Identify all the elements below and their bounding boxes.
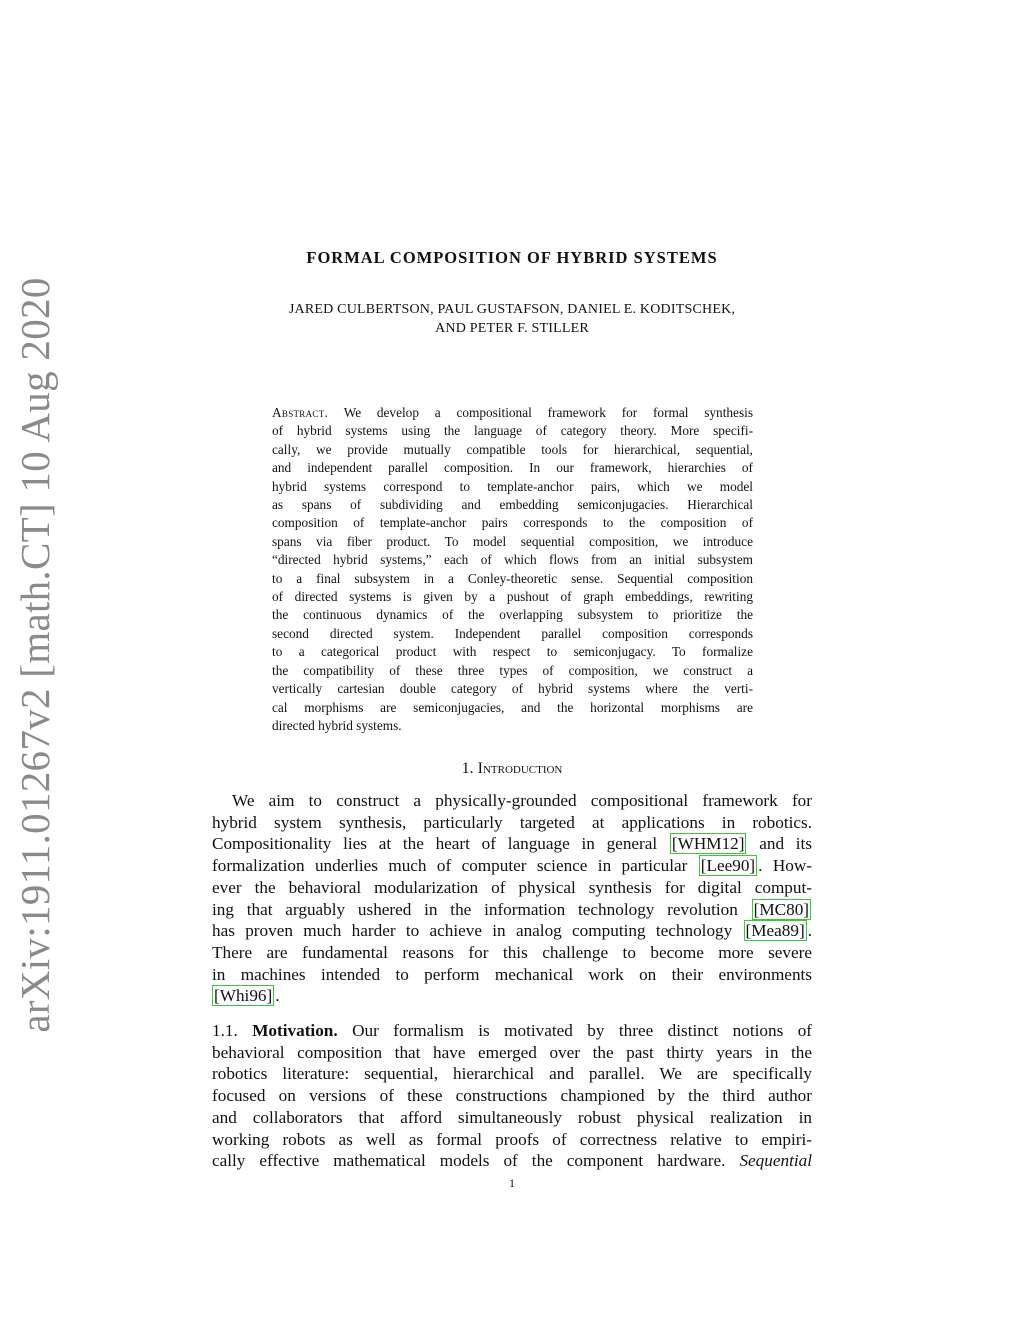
paragraph-line xyxy=(212,833,812,855)
paragraph-line: working robots as well as formal proofs of correctness relative to empiri- xyxy=(212,1129,812,1149)
abstract-line: as spans of subdividing and embedding semiconjugacies. Hierarchical xyxy=(272,497,753,513)
paragraph-line xyxy=(212,920,812,942)
paragraph-line xyxy=(212,985,812,1007)
subsection-number: 1.1. xyxy=(212,1021,238,1040)
abstract-label: Abstract. xyxy=(272,405,329,420)
paragraph-line xyxy=(212,790,812,812)
abstract-line: and independent parallel composition. In our framework, hierarchies of xyxy=(272,460,753,476)
intro-paragraph xyxy=(212,790,812,1007)
author-list xyxy=(212,300,812,338)
abstract-line: the compatibility of these three types of composition, we construct a xyxy=(272,662,753,678)
italic-term: Sequential xyxy=(739,1151,812,1171)
arxiv-sidebar xyxy=(10,277,60,1033)
line-text: . xyxy=(807,921,813,941)
abstract-line-text: We develop a compositional framework for formal synthesis xyxy=(343,405,753,420)
abstract-line: to a final subsystem in a Conley-theoretic sense. Sequential composition xyxy=(272,570,753,586)
abstract-line: cally, we provide mutually compatible tools for hierarchical, sequential, xyxy=(272,441,753,457)
authors-line-2: AND PETER F. STILLER xyxy=(435,321,589,336)
abstract-line: of hybrid systems using the language of category theory. More specifi- xyxy=(272,423,753,439)
paragraph-line xyxy=(212,899,812,921)
line-text: We aim to construct a physically-grounded compositional framework for xyxy=(232,791,812,810)
motivation-paragraph xyxy=(212,1020,812,1172)
abstract-line: vertically cartesian double category of hybrid systems where the verti- xyxy=(272,681,753,697)
line-text: . How- xyxy=(758,856,812,876)
abstract-line: composition of template-anchor pairs corresponds to the composition of xyxy=(272,515,753,531)
paragraph-line: and collaborators that afford simultaneously robust physical realization in xyxy=(212,1107,812,1127)
authors-line-1: JARED CULBERTSON, PAUL GUSTAFSON, DANIEL E. KODITSCHEK, xyxy=(288,302,736,317)
line-text: Compositionality lies at the heart of language in general xyxy=(212,834,658,854)
paragraph-line: ever the behavioral modularization of physical synthesis for digital comput- xyxy=(212,877,812,897)
paragraph-line: in machines intended to perform mechanical work on their environments xyxy=(212,964,812,984)
section-heading-introduction xyxy=(212,760,812,778)
section-title: Introduction xyxy=(477,760,563,777)
line-text: Our formalism is motivated by three distinct notions of xyxy=(352,1021,813,1040)
citation-link[interactable]: [WHM12] xyxy=(671,834,745,854)
abstract-line: second directed system. Independent parallel composition corresponds xyxy=(272,625,753,641)
paragraph-line: focused on versions of these constructions championed by the third author xyxy=(212,1086,812,1106)
abstract-line: hybrid systems correspond to template-anchor pairs, which we model xyxy=(272,478,753,494)
subsection-heading: Motivation. xyxy=(252,1021,338,1040)
abstract-line: spans via fiber product. To model sequential composition, we introduce xyxy=(272,533,753,549)
citation-link[interactable]: [Whi96] xyxy=(214,986,273,1006)
citation-link[interactable]: [Mea89] xyxy=(745,921,805,941)
abstract-line: “directed hybrid systems,” each of which flows from an initial subsystem xyxy=(272,552,753,568)
line-text: has proven much harder to achieve in analog computing technology xyxy=(212,921,733,941)
line-text: formalization underlies much of computer science in particular xyxy=(212,856,688,876)
abstract-line: to a categorical product with respect to semiconjugacy. To formalize xyxy=(272,644,753,660)
line-text: and its xyxy=(759,834,813,854)
line-text: cally effective mathematical models of the component hardware. xyxy=(212,1151,726,1171)
line-text: ing that arguably ushered in the information technology revolution xyxy=(212,899,738,919)
citation-link[interactable]: [Lee90] xyxy=(700,856,756,876)
paragraph-line xyxy=(212,1150,812,1172)
paragraph-line xyxy=(212,1020,812,1042)
abstract-line: of directed systems is given by a pushout of graph embeddings, rewriting xyxy=(272,589,753,605)
page-number: 1 xyxy=(509,1176,515,1190)
paragraph-line: behavioral composition that have emerged over the past thirty years in the xyxy=(212,1042,812,1062)
abstract xyxy=(272,404,753,735)
abstract-line xyxy=(272,404,753,422)
arxiv-identifier: arXiv:1911.01267v2 [math.CT] 10 Aug 2020 xyxy=(12,277,58,1033)
abstract-line: the continuous dynamics of the overlapping subsystem to prioritize the xyxy=(272,607,753,623)
paragraph-line: There are fundamental reasons for this challenge to become more severe xyxy=(212,942,812,962)
line-text: . xyxy=(275,986,280,1006)
section-number: 1. xyxy=(461,760,474,777)
abstract-line: directed hybrid systems. xyxy=(272,717,402,733)
paragraph-line xyxy=(212,855,812,877)
abstract-line: cal morphisms are semiconjugacies, and the horizontal morphisms are xyxy=(272,699,753,715)
paper-title: FORMAL COMPOSITION OF HYBRID SYSTEMS xyxy=(306,248,718,267)
paragraph-line: robotics literature: sequential, hierarchical and parallel. We are specifically xyxy=(212,1064,812,1084)
citation-link[interactable]: [MC80] xyxy=(753,899,810,919)
paragraph-line: hybrid system synthesis, particularly targeted at applications in robotics. xyxy=(212,812,812,832)
